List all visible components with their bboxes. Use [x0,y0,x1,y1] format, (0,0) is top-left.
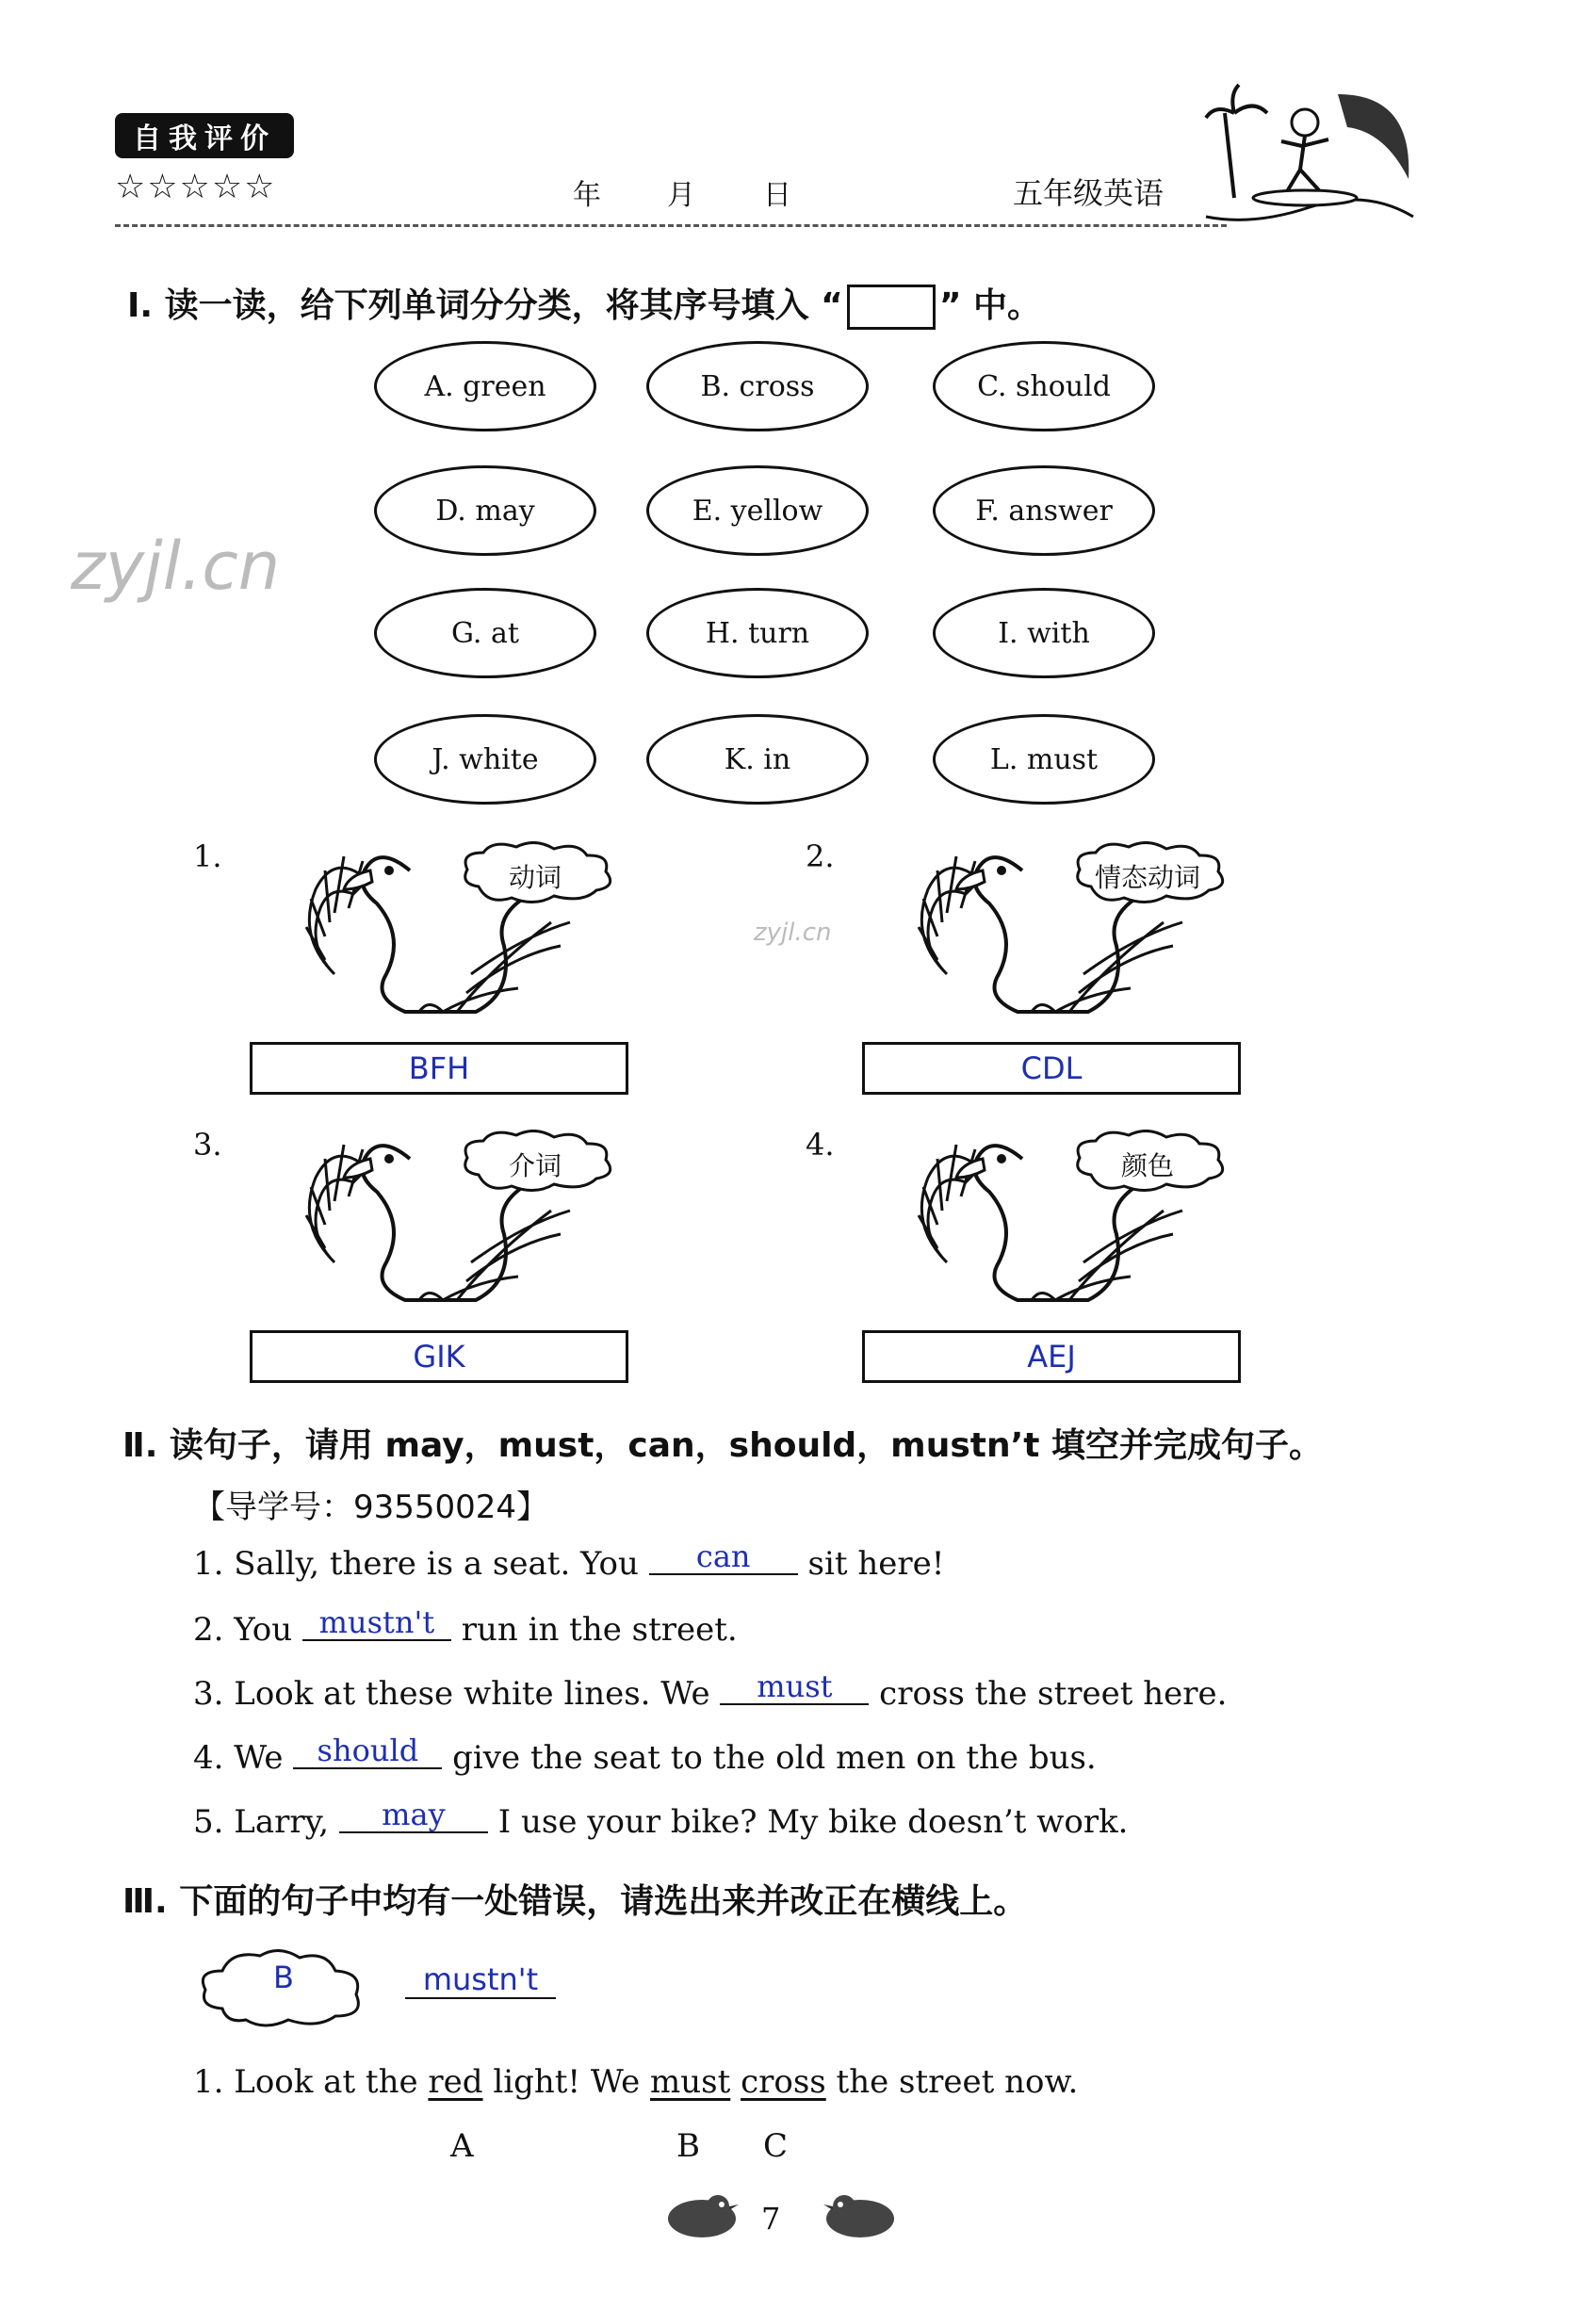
sentence-end: cross the street here. [869,1675,1228,1713]
sentence-start: 2. You [193,1611,302,1649]
sentence-start: 4. We [193,1739,294,1777]
blank-answer: may [339,1798,488,1833]
group-number: 2. [806,838,835,874]
fill-in-sentence [193,1732,1097,1777]
category-label: 情态动词 [1094,862,1200,893]
bird-left-icon [660,2186,744,2242]
word-oval: B. cross [646,341,869,431]
underlined-word-a: red [428,2063,483,2101]
group-answer-box: AEJ [862,1330,1241,1383]
sentence-part: light! We [482,2063,651,2101]
section3-title: Ⅲ. 下面的句子中均有一处错误，请选出来并改正在横线上。 [122,1882,1028,1921]
watermark: zyjl.cn [754,919,832,947]
sentence-part: 1. Look at the [193,2063,429,2101]
category-label: 颜色 [1120,1150,1174,1181]
blank-answer: should [293,1734,442,1769]
self-evaluation-badge: 自我评价 [115,113,294,158]
word-oval: L. must [933,714,1155,805]
fill-in-sentence [193,1538,945,1583]
word-oval: E. yellow [646,465,869,556]
group-number: 1. [193,838,222,874]
section1-title-text: Ⅰ. 读一读，给下列单词分分类，将其序号填入 “ [127,286,843,325]
category-label: 介词 [508,1150,562,1181]
sentence-end: run in the street. [450,1611,738,1649]
word-oval: F. answer [933,465,1155,556]
sentence-start: 1. Sally, there is a seat. You [193,1545,649,1583]
fill-in-sentence [193,1797,1129,1841]
group-number: 4. [806,1127,835,1163]
option-letter-c: C [763,2127,789,2165]
category-label: 动词 [508,862,562,893]
blank-answer: mustn't [302,1606,451,1641]
correction-answer: mustn't [422,1961,539,1997]
sentence-part [730,2063,741,2101]
group-answer-box: CDL [862,1042,1241,1095]
rating-stars: ☆☆☆☆☆ [115,168,277,206]
blank-answer: must [720,1670,869,1705]
bird-right-icon [818,2186,903,2242]
section1-title-end: ” 中。 [938,286,1042,325]
section1-title [127,279,1041,330]
answer-box-sample [847,285,936,330]
word-oval: H. turn [646,588,869,678]
sentence-end: sit here! [797,1545,945,1583]
word-oval: J. white [374,714,596,805]
word-oval: A. green [374,341,596,431]
word-oval: K. in [646,714,869,805]
blank-answer: can [649,1540,798,1575]
option-letter-a: A [450,2127,474,2165]
error-sentence [193,2063,1078,2101]
month-label: 月 [667,179,695,212]
day-label: 日 [763,179,791,212]
section2-title: Ⅱ. 读句子，请用 may，must，can，should，mustn’t 填空并完成句子。 [122,1426,1324,1465]
surfer-illustration-icon [1197,75,1423,231]
group-answer-box: BFH [250,1042,628,1095]
cloud-answer: B [273,1960,294,1995]
underlined-word-b: must [650,2063,731,2101]
header-divider [115,224,1227,227]
page-number: 7 [761,2201,781,2237]
sentence-part: the street now. [825,2063,1079,2101]
sentence-end: give the seat to the old men on the bus. [442,1739,1097,1777]
group-answer-box: GIK [250,1330,628,1383]
watermark: zyjl.cn [71,528,281,605]
word-oval: D. may [374,465,596,556]
word-oval: I. with [933,588,1155,678]
correction-line [405,1961,556,1999]
option-letter-b: B [676,2127,700,2165]
fill-in-sentence [193,1668,1228,1713]
sentence-start: 5. Larry, [193,1803,339,1841]
year-label: 年 [573,179,601,212]
subject-label: 五年级英语 [1013,175,1164,211]
fill-in-sentence [193,1604,738,1649]
underlined-word-c: cross [741,2063,826,2101]
guide-number: 【导学号：93550024】 [193,1488,549,1526]
word-oval: G. at [374,588,596,678]
word-oval: C. should [933,341,1155,431]
sentence-start: 3. Look at these white lines. We [193,1675,721,1713]
group-number: 3. [193,1127,222,1163]
sentence-end: I use your bike? My bike doesn’t work. [487,1803,1129,1841]
